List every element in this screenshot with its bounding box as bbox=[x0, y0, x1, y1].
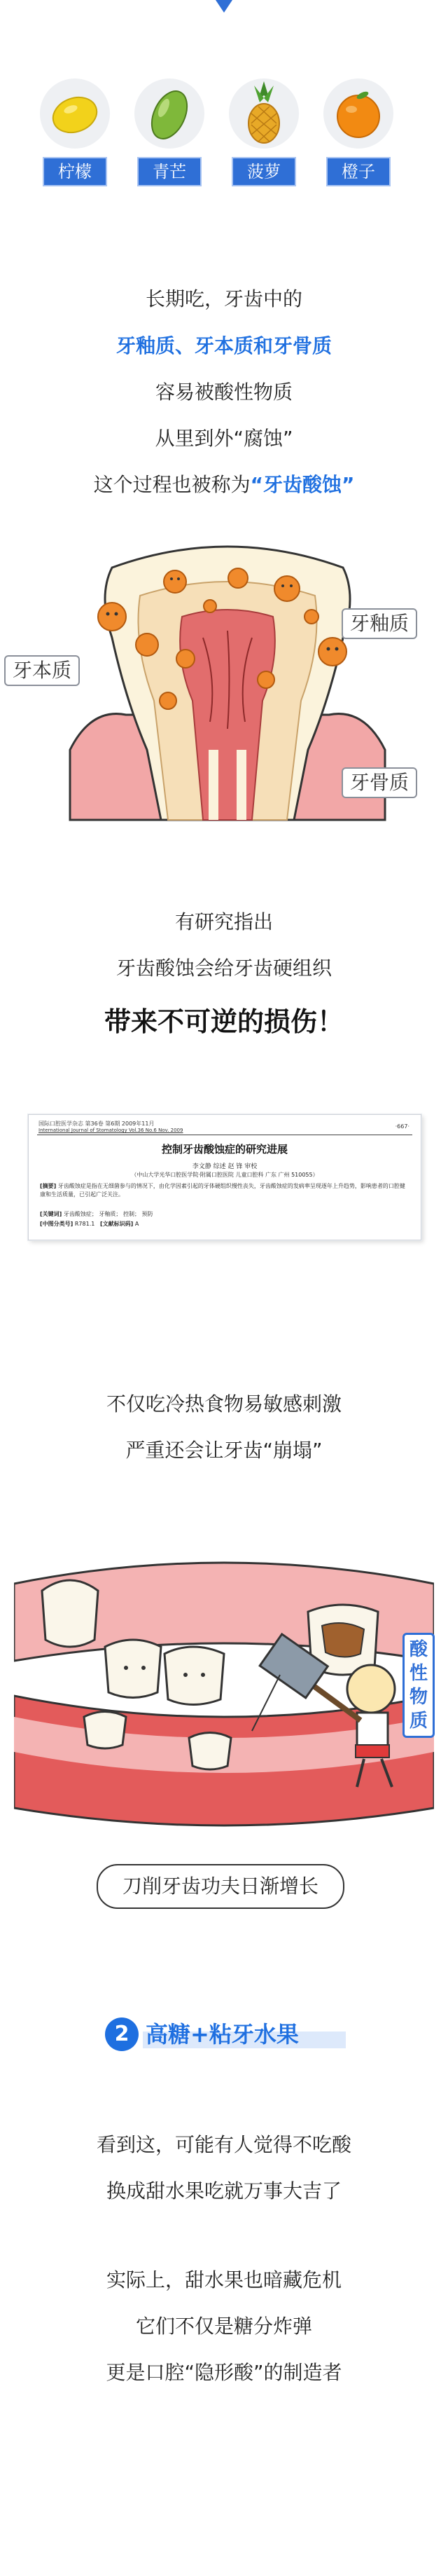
fruit-label: 橙子 bbox=[326, 157, 391, 186]
research-paper-excerpt bbox=[28, 1114, 421, 1240]
section-title: 高糖+粘牙水果 bbox=[146, 2021, 299, 2048]
sensitivity-line-1: 不仅吃冷热食物易敏感刺激 bbox=[106, 1392, 342, 1416]
intro-line-4: 从里到外“腐蚀” bbox=[155, 427, 293, 450]
intro-line-3: 容易被酸性物质 bbox=[155, 381, 293, 404]
paper-abstract-label: [摘要] bbox=[40, 1183, 57, 1189]
paper-journal: 国际口腔医学杂志 第36卷 第6期 2009年11月 bbox=[38, 1121, 155, 1127]
teeth-cartoon-illustration bbox=[14, 1542, 434, 1843]
down-arrow-icon bbox=[211, 0, 237, 15]
green-mango-icon bbox=[134, 78, 204, 149]
enamel-label: 牙釉质 bbox=[342, 608, 417, 639]
closing-line-1: 看到这，可能有人觉得不吃酸 bbox=[96, 2133, 351, 2156]
paper-doc-label: [文献标识码] bbox=[99, 1221, 134, 1227]
paper-class-row bbox=[40, 1220, 139, 1228]
paper-abstract: 牙齿酸蚀症是指在无细菌参与的情况下，由化学因素引起的牙体硬组织慢性丧失，牙齿酸蚀症的发病率呈现逐年上升趋势，影响患者的口腔健康和生活质量，已引起广泛关注。 bbox=[40, 1183, 405, 1198]
research-line-1: 有研究指出 bbox=[174, 910, 273, 933]
acid-substance-label: 酸性物质 bbox=[402, 1633, 435, 1738]
pineapple-icon bbox=[229, 78, 299, 149]
sensitivity-line-2: 严重还会让牙齿“崩塌” bbox=[125, 1439, 323, 1462]
paper-authors: 李文静 综述 赵 锋 审校 bbox=[192, 1163, 258, 1170]
intro-line-2: 牙釉质、牙本质和牙骨质 bbox=[115, 334, 332, 357]
intro-line-5-highlight: “牙齿酸蚀” bbox=[250, 473, 355, 496]
cementum-label: 牙骨质 bbox=[342, 767, 417, 798]
fruit-card-orange bbox=[320, 78, 397, 186]
intro-line-1: 长期吃，牙齿中的 bbox=[145, 287, 302, 310]
cartoon-caption: 刀削牙齿功夫日渐增长 bbox=[97, 1864, 344, 1909]
paper-abstract-block bbox=[40, 1182, 410, 1199]
paper-keywords-label: [关键词] bbox=[40, 1211, 62, 1217]
paper-keywords: 牙齿酸蚀症； 牙釉质； 控制； 预防 bbox=[63, 1211, 153, 1217]
paper-class-value: R781.1 bbox=[74, 1221, 95, 1227]
closing-line-4: 它们不仅是糖分炸弹 bbox=[135, 2315, 312, 2338]
paper-doc-value: A bbox=[134, 1221, 139, 1227]
research-line-3: 带来不可逆的损伤！ bbox=[104, 1006, 344, 1037]
closing-line-3: 实际上，甜水果也暗藏危机 bbox=[106, 2268, 342, 2291]
paper-class-label: [中图分类号] bbox=[40, 1221, 74, 1227]
paper-journal-en: International Journal of Stomatology Vol.36 No.6 Nov. 2009 bbox=[38, 1128, 183, 1133]
paper-page: ·667· bbox=[395, 1123, 410, 1130]
fruit-card-pineapple bbox=[225, 78, 302, 186]
section-number-badge: 2 bbox=[105, 2017, 139, 2051]
research-line-2: 牙齿酸蚀会给牙齿硬组织 bbox=[115, 957, 332, 980]
closing-line-2: 换成甜水果吃就万事大吉了 bbox=[106, 2179, 342, 2202]
fruit-label: 菠萝 bbox=[232, 157, 296, 186]
intro-line-5 bbox=[0, 475, 448, 495]
fruit-card-lemon bbox=[36, 78, 113, 186]
lemon-icon bbox=[40, 78, 110, 149]
paper-affiliation: （中山大学光华口腔医学院·附属口腔医院 儿童口腔科 广东 广州 510055） bbox=[131, 1172, 318, 1178]
closing-line-5: 更是口腔“隐形酸”的制造者 bbox=[106, 2361, 342, 2384]
paper-title: 控制牙齿酸蚀症的研究进展 bbox=[161, 1143, 288, 1156]
paper-keywords-row bbox=[40, 1210, 153, 1218]
fruit-label: 柠檬 bbox=[43, 157, 107, 186]
fruit-row bbox=[0, 78, 448, 205]
fruit-card-green-mango bbox=[131, 78, 208, 186]
fruit-label: 青芒 bbox=[137, 157, 202, 186]
dentin-label: 牙本质 bbox=[4, 655, 80, 686]
intro-line-5-prefix: 这个过程也被称为 bbox=[93, 473, 251, 496]
section-2-heading bbox=[105, 2015, 357, 2057]
orange-icon bbox=[323, 78, 393, 149]
